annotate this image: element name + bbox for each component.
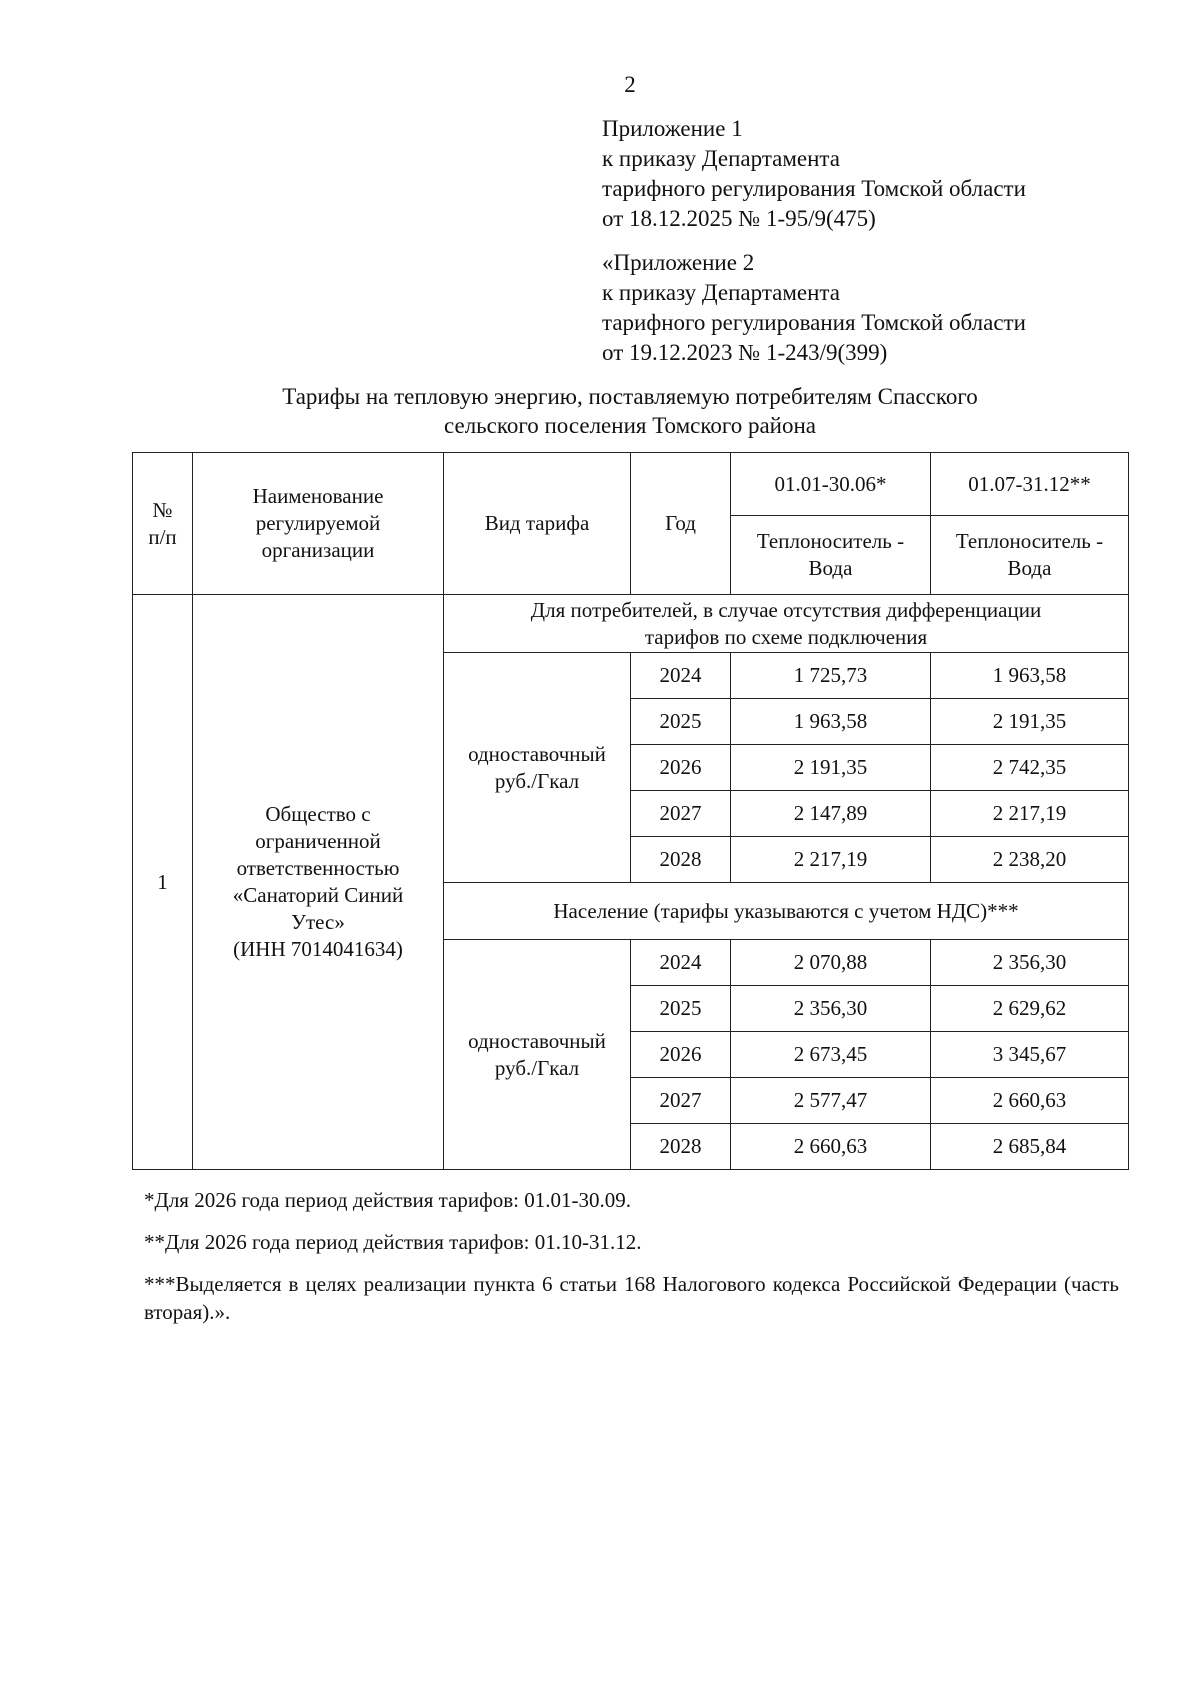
section-1-label-line: Для потребителей, в случае отсутствия дифференциации <box>530 597 1042 622</box>
appendix-2-line: тарифного регулирования Томской области <box>602 310 1026 335</box>
appendix-2-line: от 19.12.2023 № 1-243/9(399) <box>602 340 888 365</box>
header-row <box>133 453 1129 516</box>
value-cell-period-1: 1 963,58 <box>731 699 931 745</box>
title-line: сельского поселения Томского района <box>444 413 816 438</box>
value-cell-period-2: 1 963,58 <box>931 653 1129 699</box>
value-cell-period-1: 2 217,19 <box>731 837 931 883</box>
header-carrier-2 <box>931 516 1129 595</box>
value-cell-period-2: 2 217,19 <box>931 791 1129 837</box>
header-org-line: организации <box>261 538 375 562</box>
header-carrier-line: Теплоноситель - <box>756 529 905 553</box>
appendix-1-block <box>602 114 1026 234</box>
header-carrier-line: Вода <box>808 556 853 580</box>
organization-cell <box>193 595 444 1170</box>
year-cell: 2024 <box>631 940 731 986</box>
organization-line: (ИНН 7014041634) <box>233 937 403 961</box>
header-org-line: Наименование <box>252 484 384 508</box>
year-cell: 2026 <box>631 745 731 791</box>
appendix-1-line: тарифного регулирования Томской области <box>602 176 1026 201</box>
value-cell-period-2: 2 660,63 <box>931 1078 1129 1124</box>
tariff-type-line: руб./Гкал <box>494 768 580 793</box>
tariff-type-line: одноставочный <box>468 1028 606 1053</box>
value-cell-period-1: 2 070,88 <box>731 940 931 986</box>
tariff-table <box>132 452 1129 1170</box>
footnotes <box>144 1186 1119 1340</box>
value-cell-period-2: 2 356,30 <box>931 940 1129 986</box>
header-number-line: № <box>152 497 173 522</box>
organization-line: Общество с <box>265 802 371 826</box>
value-cell-period-2: 2 629,62 <box>931 986 1129 1032</box>
year-cell: 2025 <box>631 699 731 745</box>
section-2-tariff-type <box>444 940 631 1170</box>
year-cell: 2026 <box>631 1032 731 1078</box>
tariff-type-line: руб./Гкал <box>494 1055 580 1080</box>
header-carrier-1 <box>731 516 931 595</box>
appendix-2-block <box>602 248 1026 368</box>
title-line: Тарифы на тепловую энергию, поставляемую потребителям Спасского <box>282 384 978 409</box>
value-cell-period-2: 3 345,67 <box>931 1032 1129 1078</box>
year-cell: 2028 <box>631 1124 731 1170</box>
organization-line: ограниченной <box>255 829 381 853</box>
year-cell: 2027 <box>631 1078 731 1124</box>
year-cell: 2028 <box>631 837 731 883</box>
value-cell-period-1: 2 673,45 <box>731 1032 931 1078</box>
value-cell-period-2: 2 742,35 <box>931 745 1129 791</box>
tariff-type-line: одноставочный <box>468 741 606 766</box>
footnote: *Для 2026 года период действия тарифов: 01.01-30.09. <box>144 1188 631 1212</box>
header-period-1: 01.01-30.06* <box>731 453 931 516</box>
value-cell-period-1: 2 577,47 <box>731 1078 931 1124</box>
section-header-row <box>133 595 1129 653</box>
value-cell-period-2: 2 685,84 <box>931 1124 1129 1170</box>
section-1-tariff-type <box>444 653 631 883</box>
organization-line: Утес» <box>291 910 345 934</box>
header-tariff-type: Вид тарифа <box>444 453 631 595</box>
document-title <box>132 382 1128 440</box>
organization-line: ответственностью <box>236 856 400 880</box>
row-number-cell: 1 <box>133 595 193 1170</box>
header-org-line: регулируемой <box>255 511 381 535</box>
appendix-1-line: от 18.12.2025 № 1-95/9(475) <box>602 206 876 231</box>
value-cell-period-2: 2 238,20 <box>931 837 1129 883</box>
section-1-label <box>444 595 1129 653</box>
section-1-label-line: тарифов по схеме подключения <box>644 624 928 649</box>
value-cell-period-2: 2 191,35 <box>931 699 1129 745</box>
header-org-name <box>193 453 444 595</box>
year-cell: 2024 <box>631 653 731 699</box>
year-cell: 2027 <box>631 791 731 837</box>
footnote: ***Выделяется в целях реализации пункта 6 статьи 168 Налогового кодекса Российской Федерации (часть вторая).». <box>144 1272 1119 1324</box>
page-number: 2 <box>624 72 636 97</box>
appendix-2-line: «Приложение 2 <box>602 250 755 275</box>
appendix-1-line: к приказу Департамента <box>602 146 840 171</box>
value-cell-period-1: 2 191,35 <box>731 745 931 791</box>
footnote: **Для 2026 года период действия тарифов: 01.10-31.12. <box>144 1230 642 1254</box>
appendix-2-line: к приказу Департамента <box>602 280 840 305</box>
header-carrier-line: Вода <box>1007 556 1052 580</box>
value-cell-period-1: 1 725,73 <box>731 653 931 699</box>
section-2-label: Население (тарифы указываются с учетом НДС)*** <box>444 883 1129 940</box>
value-cell-period-1: 2 660,63 <box>731 1124 931 1170</box>
value-cell-period-1: 2 147,89 <box>731 791 931 837</box>
year-cell: 2025 <box>631 986 731 1032</box>
header-number <box>133 453 193 595</box>
header-carrier-line: Теплоноситель - <box>955 529 1104 553</box>
header-number-line: п/п <box>148 524 177 549</box>
value-cell-period-1: 2 356,30 <box>731 986 931 1032</box>
appendix-1-line: Приложение 1 <box>602 116 743 141</box>
header-period-2: 01.07-31.12** <box>931 453 1129 516</box>
header-year: Год <box>631 453 731 595</box>
organization-line: «Санаторий Синий <box>232 883 404 907</box>
